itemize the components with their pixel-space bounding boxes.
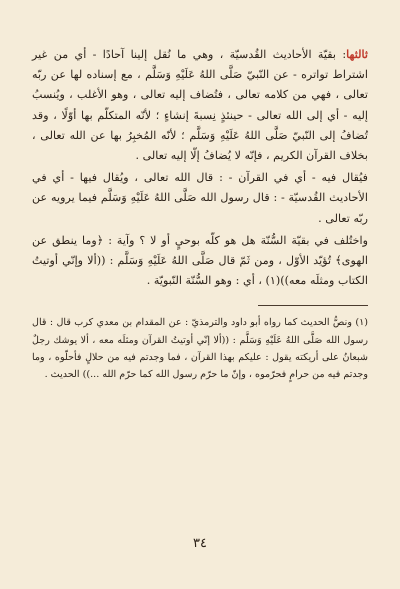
- footnote-separator: [258, 305, 368, 306]
- paragraph-2: فيُقال فيه - أي في القرآن - : قال الله تعالى ، ويُقال فيها - أي في الأحاديث القُدسيّة - : قال رسول الله صَلَّى اللهُ عَلَيْهِ وَسَلَّم فيما يرويه عن ربّه تعالى .: [32, 171, 368, 225]
- lead-colon: :: [336, 48, 347, 61]
- paragraph-1: [32, 44, 368, 166]
- section-lead-word: ثالثها: [346, 47, 369, 61]
- footnotes: [32, 314, 368, 383]
- paragraph-3: واختُلف في بقيّة السُّنّة هل هو كلّه بوحيٍ أو لا ؟ وآية : ﴿وما ينطق عن الهوى﴾ تُؤيّد الأوّل ، ومن ثَمّ قال صَلَّى اللهُ عَلَيْهِ وَسَلَّم : ((ألا وإنّي أوتيتُ الكتاب ومثلَه معه))(١) ، أي : وهو السُّنّة النّبويّة .: [32, 233, 368, 288]
- footnote-1: (١) ونصُّ الحديث كما رواه أبو داود والترمذيّ : عن المقدام بن معدي كرب قال : قال رسول الله صَلَّى اللهُ عَلَيْهِ وَسَلَّم : ((ألا إنّي أوتيتُ القرآن ومثلَه معه ، ألا يوشك رجلٌ شبعانُ على أريكته يقول : عليكم بهذا القرآن ، فما وجدتم فيه من حلالٍ فأحلّوه ، وما وجدتم فيه من حرامٍ فحرّموه ، وإنّ ما حرّم رسول الله كما حرّم الله ...)) الحديث .: [32, 317, 368, 381]
- main-text: [32, 44, 368, 291]
- page-number: ٣٤: [193, 536, 207, 551]
- paragraph-1-text: بقيّة الأحاديث القُدسيّة ، وهي ما نُقل إلينا آحادًا - أي من غير اشتراط تواتره - عن النّبيّ صَلَّى اللهُ عَلَيْهِ وَسَلَّم ، مع إسناده لها عن ربّه تعالى ، فهي من كلامه تعالى ، فتُضاف إليه تعالى ، وهو الأغلب ، ويُنسبُ إليه - أي إلى الله تعالى - حينئذٍ نِسبةَ إنشاءٍ ؛ لأنّه المتكلّم بها أوّلًا ، وقد تُضافُ إلى النّبيّ صَلَّى اللهُ عَلَيْهِ وَسَلَّم ؛ لأنّه المُخبِرُ بها عن الله تعالى ، بخلاف القرآن الكريم ، فإنّه لا يُضافُ إلّا إليه تعالى .: [32, 48, 368, 163]
